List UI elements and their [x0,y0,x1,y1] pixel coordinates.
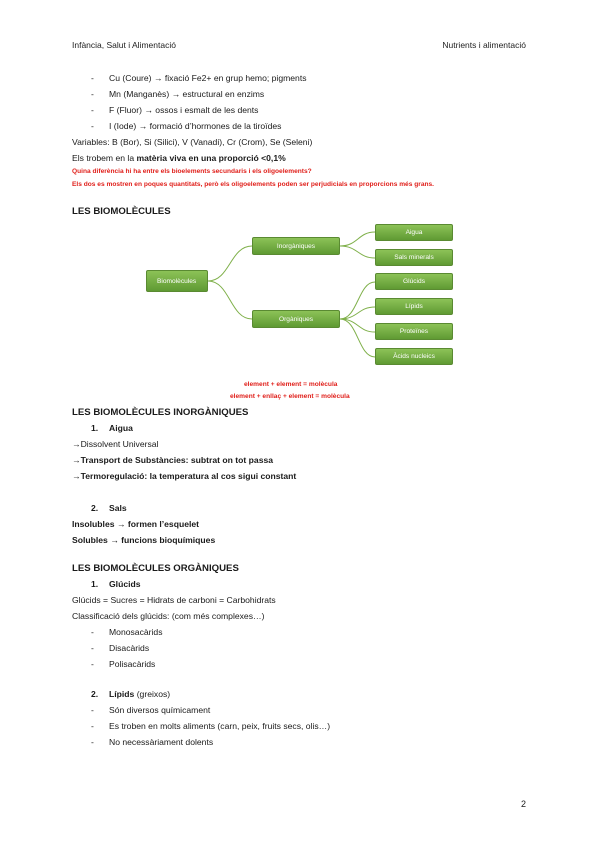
connector-sals [340,246,375,258]
list-dash: - [91,627,94,637]
connector-proteines [340,319,375,332]
aigua-line-2-bold: Transport de Substàncies: subtrat on tot passa [80,455,274,465]
lipids-number: 2. [91,689,99,699]
diagram-leaf-node: Glúcids [375,273,453,290]
aigua-line-1: →Dissolvent Universal [72,439,159,449]
materia-bold: matèria viva en una proporció <0,1% [136,153,286,163]
diagram-root-node: Biomolècules [146,270,208,292]
list-item: Són diversos químicament [109,705,211,715]
glucids-number: 1. [91,579,99,589]
glucids-title: Glúcids [109,579,141,589]
arrow-prefix: → [72,471,81,481]
diagram-inorganic-node: Inorgàniques [252,237,340,255]
connector-root-inorganic [208,246,252,281]
aigua-number: 1. [91,423,99,433]
list-item: Monosacàrids [109,627,163,637]
arrow-prefix: → [72,455,81,465]
lipids-title-bold: Lípids [109,689,135,699]
materia-prefix: Els trobem en la [72,153,137,163]
list-dash: - [91,659,94,669]
variables-line: Variables: B (Bor), Si (Silici), V (Vanadi), Cr (Crom), Se (Seleni) [72,137,313,147]
list-dash: - [91,89,94,99]
diagram-leaf-node: Proteïnes [375,323,453,340]
list-dash: - [91,121,94,131]
sals-line-2: Solubles → funcions bioquímiques [72,535,216,545]
section-title-organic: LES BIOMOLÈCULES ORGÀNIQUES [72,563,239,574]
section-title-inorganic: LES BIOMOLÈCULES INORGÀNIQUES [72,407,249,418]
formula-1: element + element = molècula [244,381,338,388]
lipids-title [109,689,170,699]
glucids-line-1: Glúcids = Sucres = Hidrats de carboni = Carbohidrats [72,595,276,605]
list-item: Polisacàrids [109,659,156,669]
lipids-title-rest: (greixos) [134,689,171,699]
glucids-line-2: Classificació dels glúcids: (com més complexes…) [72,611,265,621]
list-item: Disacàrids [109,643,150,653]
aigua-line-2 [72,455,273,465]
list-item: I (Iode) → formació d’hormones de la tiroïdes [109,121,282,131]
connector-lipids [340,307,375,319]
header-left: Infància, Salut i Alimentació [72,40,176,50]
diagram-leaf-node: Sals minerals [375,249,453,266]
list-item: Es troben en molts aliments (carn, peix, fruits secs, olis…) [109,721,331,731]
red-answer: Els dos es mostren en poques quantitats, però els oligoelements poden ser perjudicials en proporcions més grans. [72,181,435,188]
diagram-leaf-node: Lípids [375,298,453,315]
formula-2: element + enllaç + element = molècula [230,393,350,400]
diagram-leaf-node: Àcids nucleics [375,348,453,365]
connector-root-organic [208,281,252,319]
aigua-title: Aigua [109,423,133,433]
list-item: Cu (Coure) → fixació Fe2+ en grup hemo; pigments [109,73,307,83]
sals-line-1: Insolubles → formen l’esquelet [72,519,200,529]
list-dash: - [91,721,94,731]
connector-aigua [340,232,375,246]
section-title-biomolecules: LES BIOMOLÈCULES [72,206,171,217]
list-item: Mn (Manganès) → estructural en enzims [109,89,265,99]
list-dash: - [91,643,94,653]
sals-number: 2. [91,503,99,513]
list-dash: - [91,73,94,83]
aigua-line-3-bold: Termoregulació: la temperatura al cos sigui constant [80,471,297,481]
list-dash: - [91,105,94,115]
page-number: 2 [520,799,526,809]
list-item: F (Fluor) → ossos i esmalt de les dents [109,105,259,115]
header-right: Nutrients i alimentació [442,40,526,50]
list-item: No necessàriament dolents [109,737,214,747]
diagram-leaf-node: Aigua [375,224,453,241]
list-dash: - [91,705,94,715]
list-dash: - [91,737,94,747]
diagram-connectors [0,0,600,400]
aigua-line-3 [72,471,296,481]
red-question: Quina diferència hi ha entre els bioelements secundaris i els oligoelements? [72,168,312,175]
diagram-organic-node: Orgàniques [252,310,340,328]
sals-title: Sals [109,503,127,513]
